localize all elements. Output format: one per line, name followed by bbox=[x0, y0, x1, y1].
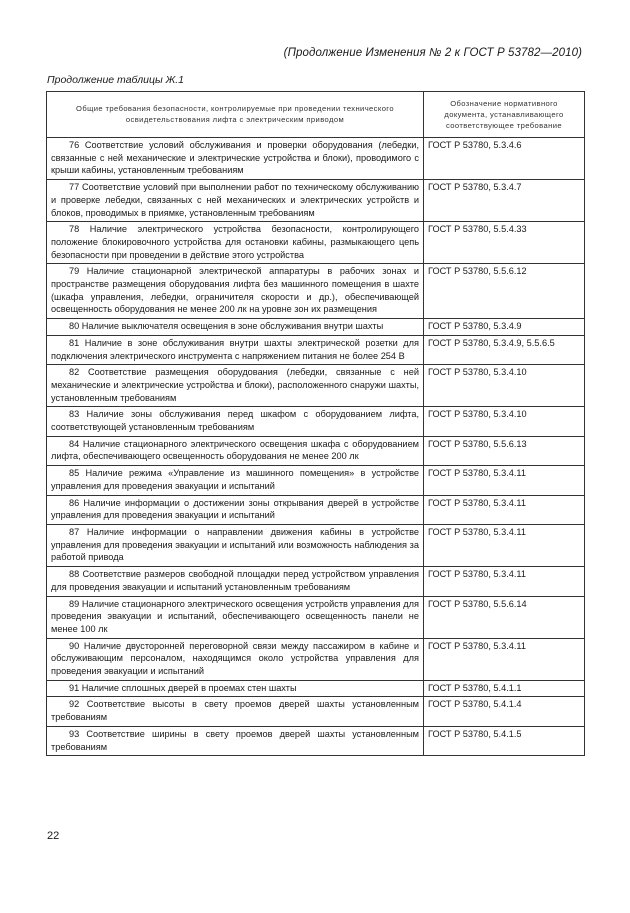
standard-reference-cell: ГОСТ Р 53780, 5.5.6.13 bbox=[424, 436, 585, 465]
table-body bbox=[47, 138, 585, 756]
requirement-text: 79 Наличие стационарной электрической аппаратуры в рабочих зонах и пространстве размещения оборудования лифта без машинного помещения в шахте (шкафа управления, лебедки, ограничителя скорости и др.), обеспечивающей освещенность оборудования не менее 200 лк на уровне зон их размещения bbox=[51, 266, 419, 315]
requirement-cell bbox=[47, 180, 424, 222]
requirement-text: 91 Наличие сплошных дверей в проемах стен шахты bbox=[69, 682, 297, 693]
requirement-cell bbox=[47, 365, 424, 407]
requirement-text: 78 Наличие электрического устройства безопасности, контролирующего положение блокировочного устройства для остановки кабины, размыкающего цепь безопасности при проведении в действие этого устройства bbox=[51, 224, 419, 260]
column-header-standard: Обозначение нормативного документа, устанавливающего соответствующее требование bbox=[424, 92, 585, 138]
standard-reference-cell: ГОСТ Р 53780, 5.3.4.11 bbox=[424, 466, 585, 495]
requirement-text: 89 Наличие стационарного электрического освещения устройств управления для проведения эвакуации и испытаний, обеспечивающего освещенность панели не менее 100 лк bbox=[51, 598, 419, 634]
table-row bbox=[47, 495, 585, 524]
table-row bbox=[47, 222, 585, 264]
requirement-cell bbox=[47, 466, 424, 495]
requirement-text: 77 Соответствие условий при выполнении работ по техническому обслуживанию и проверке лебедки, связанных с ней механических и электрических устройств и блоков, проводимых в приямке, установленным требованиям bbox=[51, 182, 419, 218]
table-row bbox=[47, 335, 585, 364]
requirement-text: 88 Соответствие размеров свободной площадки перед устройством управления для проведения эвакуации и испытаний установленным требованиям bbox=[51, 569, 419, 592]
standard-reference-cell: ГОСТ Р 53780, 5.3.4.11 bbox=[424, 567, 585, 596]
standard-reference-cell: ГОСТ Р 53780, 5.3.4.10 bbox=[424, 407, 585, 436]
standard-reference-cell: ГОСТ Р 53780, 5.4.1.5 bbox=[424, 726, 585, 755]
requirement-cell bbox=[47, 495, 424, 524]
standard-reference-cell: ГОСТ Р 53780, 5.4.1.4 bbox=[424, 697, 585, 726]
requirement-cell bbox=[47, 638, 424, 680]
table-row bbox=[47, 319, 585, 336]
table-row bbox=[47, 264, 585, 319]
requirement-text: 90 Наличие двусторонней переговорной связи между пассажиром в кабине и обслуживающим персоналом, находящимся около устройства управления для проведения эвакуации и испытаний bbox=[51, 640, 419, 677]
table-row bbox=[47, 436, 585, 465]
requirement-text: 86 Наличие информации о достижении зоны открывания дверей в устройстве управления для проведения эвакуации и испытаний bbox=[51, 497, 419, 521]
standard-reference-cell: ГОСТ Р 53780, 5.4.1.1 bbox=[424, 680, 585, 697]
requirement-text: 81 Наличие в зоне обслуживания внутри шахты электрической розетки для подключения электрического инструмента с напряжением питания не более 254 В bbox=[51, 337, 419, 361]
standard-reference-cell: ГОСТ Р 53780, 5.3.4.10 bbox=[424, 365, 585, 407]
standard-reference-cell: ГОСТ Р 53780, 5.5.4.33 bbox=[424, 222, 585, 264]
requirement-text: 85 Наличие режима «Управление из машинного помещения» в устройстве управления для проведения эвакуации и испытаний bbox=[51, 468, 419, 491]
requirement-cell bbox=[47, 680, 424, 697]
table-caption: Продолжение таблицы Ж.1 bbox=[47, 74, 184, 86]
table-row bbox=[47, 680, 585, 697]
table-row bbox=[47, 596, 585, 638]
requirement-cell bbox=[47, 726, 424, 755]
requirement-cell bbox=[47, 697, 424, 726]
table-row bbox=[47, 180, 585, 222]
standard-reference-cell: ГОСТ Р 53780, 5.5.6.14 bbox=[424, 596, 585, 638]
standard-reference-cell: ГОСТ Р 53780, 5.3.4.11 bbox=[424, 524, 585, 566]
requirement-text: 83 Наличие зоны обслуживания перед шкафом с оборудованием лифта, соответствующей установленным требованиям bbox=[51, 409, 419, 433]
table-row bbox=[47, 726, 585, 755]
table-row bbox=[47, 697, 585, 726]
requirement-cell bbox=[47, 264, 424, 319]
requirement-cell bbox=[47, 596, 424, 638]
requirement-cell bbox=[47, 222, 424, 264]
requirement-text: 82 Соответствие размещения оборудования (лебедки, связанные с ней механические и электрические устройства и блоки), расположенного снаружи шахты, установленным требованиям bbox=[51, 367, 419, 403]
requirement-cell bbox=[47, 524, 424, 566]
requirement-text: 80 Наличие выключателя освещения в зоне обслуживания внутри шахты bbox=[69, 321, 384, 332]
table-row bbox=[47, 138, 585, 180]
table-row bbox=[47, 466, 585, 495]
requirement-text: 92 Соответствие высоты в свету проемов дверей шахты установленным требованиям bbox=[51, 699, 419, 723]
table-row bbox=[47, 524, 585, 566]
page-number: 22 bbox=[47, 830, 60, 842]
table-header-row bbox=[47, 92, 585, 138]
requirement-cell bbox=[47, 335, 424, 364]
requirement-cell bbox=[47, 436, 424, 465]
table-row bbox=[47, 567, 585, 596]
requirement-cell bbox=[47, 138, 424, 180]
table-row bbox=[47, 638, 585, 680]
standard-reference-cell: ГОСТ Р 53780, 5.3.4.11 bbox=[424, 638, 585, 680]
continuation-header: (Продолжение Изменения № 2 к ГОСТ Р 53782—2010) bbox=[283, 47, 582, 59]
requirement-text: 87 Наличие информации о направлении движения кабины в устройстве управления для проведения эвакуации и испытаний или возможность наблюдения за работой привода bbox=[51, 526, 419, 563]
standard-reference-cell: ГОСТ Р 53780, 5.3.4.7 bbox=[424, 180, 585, 222]
requirement-text: 76 Соответствие условий обслуживания и проверки оборудования (лебедки, связанные с ней механические и электрические устройства и блоки), проводимого с крыши кабины, установленным требованиям bbox=[51, 140, 419, 176]
standard-reference-cell: ГОСТ Р 53780, 5.5.6.12 bbox=[424, 264, 585, 319]
requirement-text: 84 Наличие стационарного электрического освещения шкафа с оборудованием лифта, обеспечивающего освещенность оборудования не менее 200 лк bbox=[51, 438, 419, 462]
requirements-table bbox=[46, 91, 585, 756]
requirement-text: 93 Соответствие ширины в свету проемов дверей шахты установленным требованиям bbox=[51, 728, 419, 752]
standard-reference-cell: ГОСТ Р 53780, 5.3.4.11 bbox=[424, 495, 585, 524]
standard-reference-cell: ГОСТ Р 53780, 5.3.4.9, 5.5.6.5 bbox=[424, 335, 585, 364]
table-row bbox=[47, 407, 585, 436]
requirement-cell bbox=[47, 567, 424, 596]
standard-reference-cell: ГОСТ Р 53780, 5.3.4.6 bbox=[424, 138, 585, 180]
column-header-requirements: Общие требования безопасности, контролируемые при проведении технического освидетельствования лифта с электрическим приводом bbox=[47, 92, 424, 138]
standard-reference-cell: ГОСТ Р 53780, 5.3.4.9 bbox=[424, 319, 585, 336]
requirement-cell bbox=[47, 319, 424, 336]
table-row bbox=[47, 365, 585, 407]
requirement-cell bbox=[47, 407, 424, 436]
